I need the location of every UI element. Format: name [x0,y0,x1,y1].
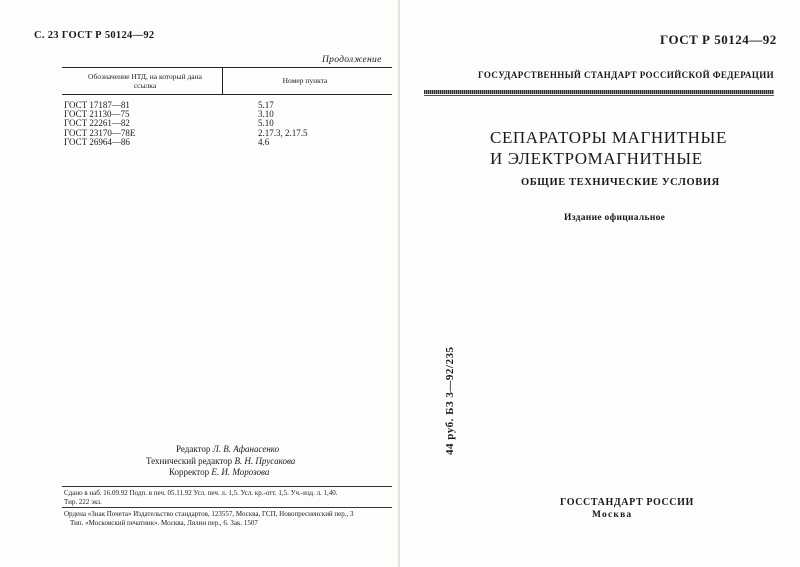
continuation-label: Продолжение [322,55,382,65]
imprint-line: Тип. «Московский печатник». Москва, Лялин пер., 6. Зак. 1507 [70,518,258,527]
imprint-middle-rule [62,507,392,508]
table-cell-clause: 3.10 [258,109,274,120]
price-code-vertical: 44 руб. БЗ 3—92/235 [444,346,456,455]
decorative-rule [424,95,774,96]
table-doc-column [64,101,135,147]
credit-name: Е. И. Морозова [211,467,270,477]
edition-label: Издание официальное [564,213,666,223]
publisher-city: Москва [592,510,633,520]
credit-editor [146,444,295,456]
table-clause-column [258,101,308,147]
publisher-name: ГОССТАНДАРТ РОССИИ [560,497,694,508]
title-line: СЕПАРАТОРЫ МАГНИТНЫЕ [490,128,727,147]
document-subtitle: ОБЩИЕ ТЕХНИЧЕСКИЕ УСЛОВИЯ [521,177,720,188]
imprint-line: Тир. 222 экз. [64,497,102,506]
credit-name: В. Н. Прусакова [234,455,296,466]
table-cell-document: ГОСТ 23170—78Е [64,127,136,138]
table-column-divider [222,67,223,94]
table-cell-document: ГОСТ 21130—75 [64,109,130,120]
credit-role: Корректор [169,467,210,477]
table-cell-clause: 5.17 [258,100,274,110]
organization-line: ГОСУДАРСТВЕННЫЙ СТАНДАРТ РОССИЙСКОЙ ФЕДЕРАЦИИ [478,70,775,80]
title-line: И ЭЛЕКТРОМАГНИТНЫЕ [490,149,703,168]
credit-tech-editor [146,456,295,468]
credit-name: Л. В. Афанасенко [212,444,280,454]
document-title [490,127,727,169]
right-page [400,0,800,567]
table-header-document: Обозначение НТД, на который дана ссылка [88,72,202,90]
table-cell-document: ГОСТ 26964—86 [64,136,130,147]
imprint-block [64,489,338,506]
table-top-rule [62,67,392,68]
decorative-band [424,90,774,94]
table-header-clause: Номер пункта [282,76,328,85]
left-page-header: С. 23 ГОСТ Р 50124—92 [34,30,155,41]
credits-block [146,444,295,479]
table-cell-document: ГОСТ 22261—82 [64,118,130,129]
credit-corrector [146,467,295,479]
table-cell-clause: 5.10 [258,118,274,129]
imprint-line: Сдано в наб. 16.09.92 Подп. в печ. 05.11.92 Усл. печ. л. 1,5. Усл. кр.-отт. 1,5. Уч.-изд. л. 1,40. [64,489,338,497]
imprint-publisher-block [64,510,354,527]
imprint-line: Ордена «Знак Почета» Издательство стандартов, 123557, Москва, ГСП, Новопресненский пер., 3 [64,510,354,518]
table-cell-clause: 4.6 [258,136,270,147]
table-header-rule [62,94,392,95]
credit-role: Технический редактор [146,455,233,466]
credit-role: Редактор [176,444,211,454]
table-cell-clause: 2.17.3, 2.17.5 [258,127,308,138]
table-cell-document: ГОСТ 17187—81 [64,100,130,110]
right-page-header: ГОСТ Р 50124—92 [660,32,777,47]
imprint-top-rule [62,486,392,487]
left-page [0,0,398,567]
